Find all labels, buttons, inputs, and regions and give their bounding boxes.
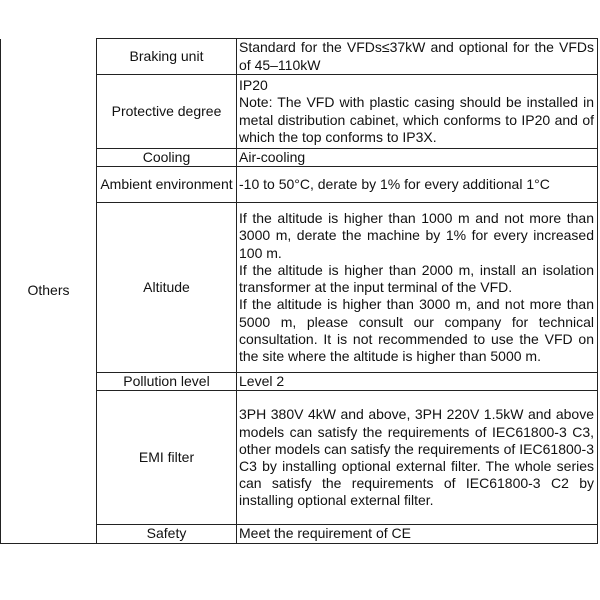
row-value-ambient-environment: [237, 167, 598, 203]
row-label-ambient-environment: Ambient environment: [97, 167, 237, 203]
value-paragraph: If the altitude is higher than 3000 m, and not more than 5000 m, please consult our company for technical consultation. It is not recommended to use the VFD on the site where the altitude is higher than 5000 m.: [239, 296, 594, 364]
row-value-altitude: [237, 203, 598, 373]
row-label-altitude: Altitude: [97, 203, 237, 373]
row-value-protective-degree: [237, 75, 598, 149]
row-label-protective-degree: Protective degree: [97, 75, 237, 149]
value-paragraph: IP20: [239, 77, 268, 94]
table-row-braking-unit: [1, 39, 598, 75]
value-paragraph: Note: The VFD with plastic casing should be installed in metal distribution cabinet, which conforms to IP20 and of which the top conforms to IP3X.: [239, 94, 594, 145]
value-paragraph: Standard for the VFDs≤37kW and optional for the VFDs of 45–110kW: [239, 39, 594, 73]
group-label-others: Others: [1, 39, 97, 544]
value-paragraph: Level 2: [239, 373, 285, 390]
value-paragraph: 3PH 380V 4kW and above, 3PH 220V 1.5kW and above models can satisfy the requirements of IEC61800-3 C3, other models can satisfy the requirements of IEC61800-3 C3 by installing optional external filter. The whole series can satisfy the requirements of IEC61800-3 C2 by installing optional external filter.: [239, 406, 594, 509]
row-label-cooling: Cooling: [97, 149, 237, 167]
value-paragraph: If the altitude is higher than 2000 m, install an isolation transformer at the input terminal of the VFD.: [239, 261, 594, 296]
value-paragraph: Meet the requirement of CE: [239, 525, 411, 542]
row-label-pollution-level: Pollution level: [97, 373, 237, 391]
row-value-safety: [237, 525, 598, 543]
row-value-braking-unit: [237, 39, 598, 75]
value-paragraph: Air-cooling: [239, 149, 306, 165]
value-paragraph: -10 to 50°C, derate by 1% for every additional 1°C: [239, 176, 550, 193]
row-value-emi-filter: [237, 391, 598, 525]
specification-table: [0, 38, 598, 544]
row-label-safety: Safety: [97, 525, 237, 543]
row-value-cooling: [237, 149, 598, 167]
row-label-emi-filter: EMI filter: [97, 391, 237, 525]
value-paragraph: If the altitude is higher than 1000 m and not more than 3000 m, derate the machine by 1% for every increased 100 m.: [239, 210, 594, 261]
row-value-pollution-level: [237, 373, 598, 391]
row-label-braking-unit: Braking unit: [97, 39, 237, 75]
